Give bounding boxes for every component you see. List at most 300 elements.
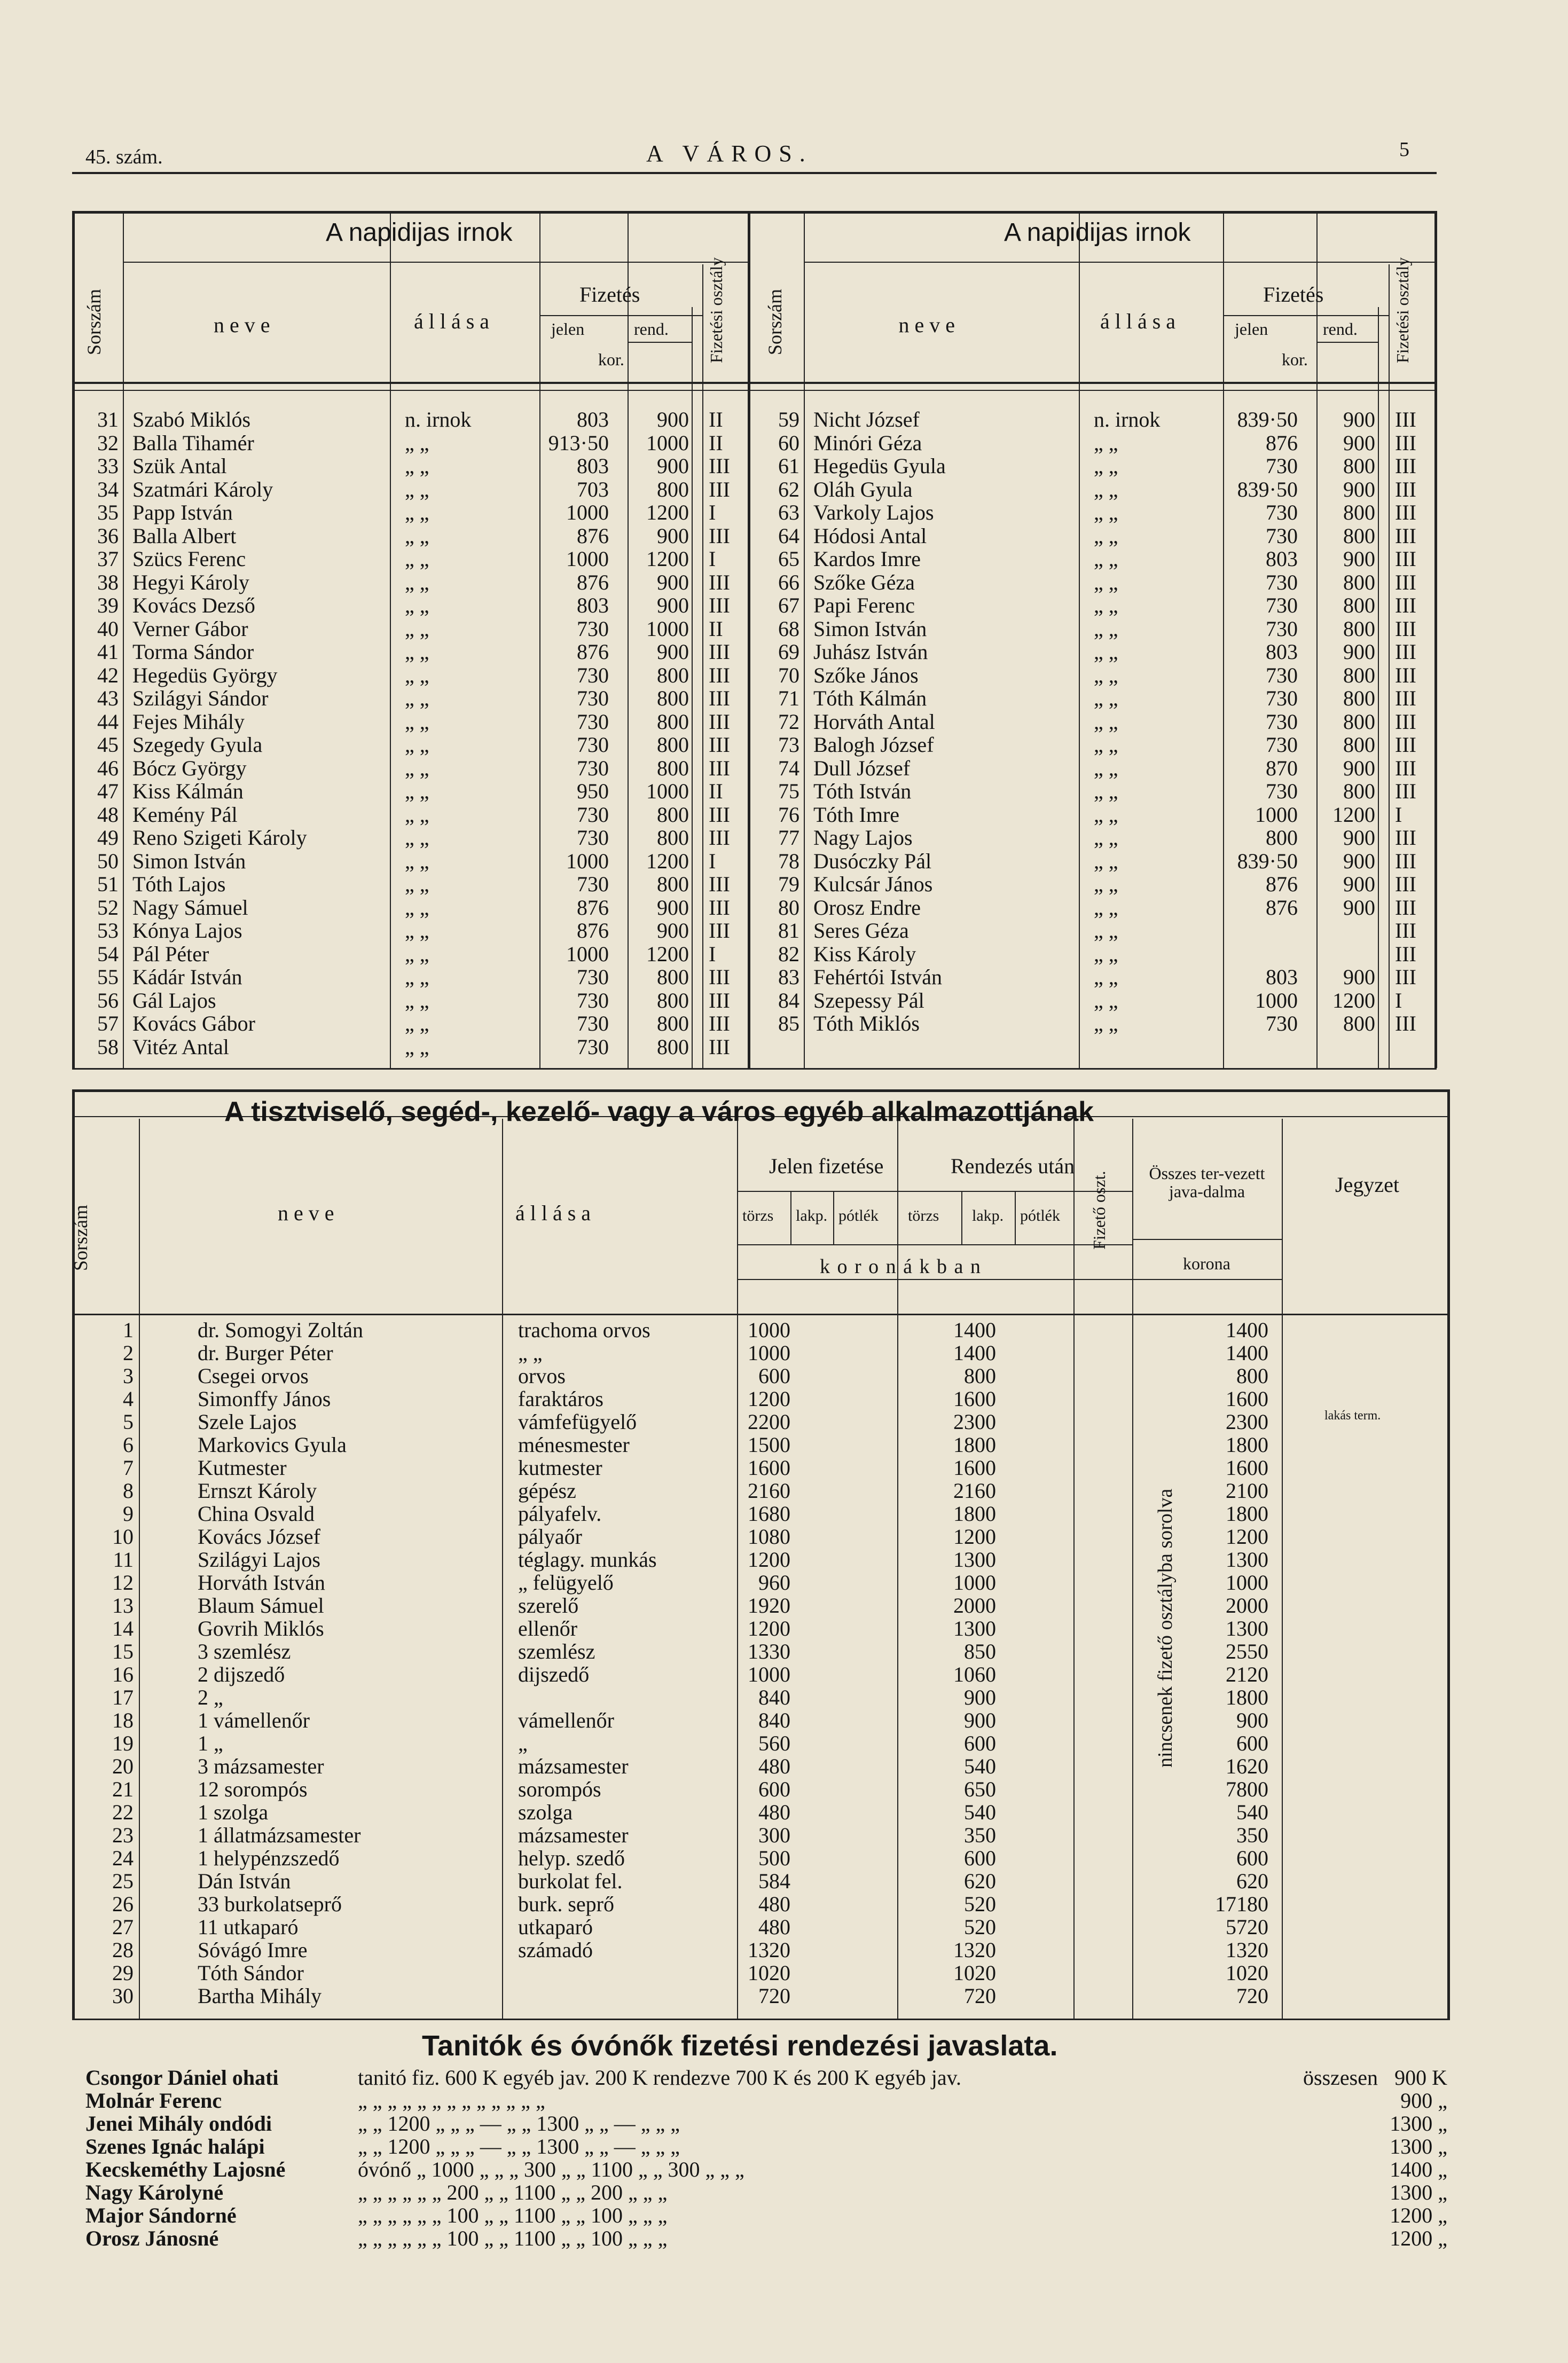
- row-torzs2: 1800: [953, 1502, 996, 1526]
- row-name: Balla Albert: [132, 523, 237, 548]
- row-allas: „ „: [1094, 477, 1118, 501]
- row-allas: szemlész: [518, 1639, 595, 1663]
- row-name: dr. Burger Péter: [198, 1341, 333, 1365]
- row-name: Vitéz Antal: [132, 1034, 229, 1059]
- row-osztaly: III: [1395, 547, 1416, 571]
- row-torzs: 1080: [748, 1525, 790, 1549]
- row-number: 84: [778, 988, 799, 1012]
- col-jelen: jelen: [551, 319, 585, 339]
- header-rule: [737, 1279, 1282, 1280]
- row-name: Kulcsár János: [813, 872, 933, 896]
- row-number: 43: [97, 686, 119, 710]
- col-fizetes: Fizetés: [1263, 282, 1324, 307]
- row-name: Tóth Miklós: [813, 1011, 920, 1035]
- row-jelen: 730: [577, 965, 609, 989]
- row-osztaly: III: [709, 1011, 730, 1035]
- row-torzs: 480: [758, 1754, 790, 1778]
- row-number: 82: [778, 941, 799, 966]
- row-torzs: 1500: [748, 1433, 790, 1457]
- row-jelen: 876: [577, 640, 609, 664]
- row-osszes: 1600: [1226, 1387, 1268, 1411]
- teacher-total: 1300 „: [1390, 2180, 1447, 2204]
- row-jelen: 730: [577, 802, 609, 827]
- row-osztaly: III: [1395, 477, 1416, 501]
- row-torzs: 600: [758, 1777, 790, 1801]
- row-jelen: 876: [577, 895, 609, 920]
- col-potlek: pótlék: [838, 1207, 879, 1224]
- row-number: 27: [112, 1915, 134, 1939]
- teacher-name: Nagy Károlyné: [85, 2180, 224, 2204]
- teacher-salary: „ „ „ „ „ „ 100 „ „ 1100 „ „ 100 „ „ „: [358, 2226, 668, 2250]
- row-jelen: 730: [1266, 663, 1298, 687]
- row-rend: 800: [657, 872, 689, 896]
- row-name: 1 szolga: [198, 1800, 269, 1824]
- column-rule: [1132, 1119, 1133, 2019]
- column-rule: [539, 214, 540, 1068]
- row-jelen: 730: [1266, 779, 1298, 803]
- row-osszes: 1020: [1226, 1961, 1268, 1985]
- row-name: Kádár István: [132, 965, 242, 989]
- row-name: Blaum Sámuel: [198, 1593, 324, 1618]
- row-allas: „ „: [1094, 430, 1118, 455]
- row-torzs: 560: [758, 1731, 790, 1755]
- row-name: Kiss Károly: [813, 941, 916, 966]
- row-number: 11: [113, 1548, 134, 1572]
- row-osztaly: III: [1395, 616, 1416, 641]
- row-name: Balogh József: [813, 733, 934, 757]
- row-torzs: 1200: [748, 1548, 790, 1572]
- row-torzs2: 600: [964, 1731, 996, 1755]
- row-allas: ellenőr: [518, 1616, 578, 1640]
- row-jelen: 876: [1266, 872, 1298, 896]
- row-number: 59: [778, 407, 799, 431]
- row-name: Pál Péter: [132, 941, 209, 966]
- row-torzs: 960: [758, 1571, 790, 1595]
- row-name: Kovács Gábor: [132, 1011, 255, 1035]
- row-name: Szük Antal: [132, 454, 227, 478]
- row-jelen: 730: [1266, 616, 1298, 641]
- row-rend: 900: [1343, 965, 1375, 989]
- teacher-salary: „ „ 1200 „ „ „ — „ „ 1300 „ „ — „ „ „: [358, 2134, 680, 2158]
- row-torzs2: 1020: [953, 1961, 996, 1985]
- row-name: Bartha Mihály: [198, 1984, 322, 2008]
- row-torzs2: 520: [964, 1915, 996, 1939]
- row-allas: „ „: [1094, 895, 1118, 920]
- row-name: 1 helypénzszedő: [198, 1846, 340, 1870]
- row-number: 52: [97, 895, 119, 920]
- row-osszes: 1000: [1226, 1571, 1268, 1595]
- row-name: Csegei orvos: [198, 1364, 309, 1388]
- row-torzs: 840: [758, 1708, 790, 1732]
- row-number: 33: [97, 454, 119, 478]
- row-number: 37: [97, 547, 119, 571]
- row-rend: 800: [1343, 570, 1375, 594]
- row-number: 24: [112, 1846, 134, 1870]
- header-rule: [737, 1191, 1132, 1192]
- row-jelen: 730: [1266, 523, 1298, 548]
- column-rule: [139, 1119, 140, 2019]
- row-osztaly: III: [1395, 918, 1416, 943]
- row-name: Torma Sándor: [132, 640, 254, 664]
- row-torzs: 584: [758, 1869, 790, 1893]
- row-torzs2: 1000: [953, 1571, 996, 1595]
- teacher-salary: „ „ „ „ „ „ 100 „ „ 1100 „ „ 100 „ „ „: [358, 2203, 668, 2227]
- row-name: Simon István: [813, 616, 927, 641]
- row-allas: n. irnok: [1094, 407, 1161, 431]
- row-osztaly: III: [1395, 523, 1416, 548]
- row-jelen: 730: [1266, 454, 1298, 478]
- page-number: 5: [1399, 138, 1409, 161]
- row-rend: 800: [1343, 686, 1375, 710]
- row-name: Tóth Imre: [813, 802, 900, 827]
- row-number: 10: [112, 1525, 134, 1549]
- row-name: Verner Gábor: [132, 616, 248, 641]
- row-rend: 800: [657, 988, 689, 1012]
- row-number: 32: [97, 430, 119, 455]
- row-allas: vámfefügyelő: [518, 1410, 637, 1434]
- teacher-total: 1200 „: [1390, 2226, 1447, 2250]
- row-torzs2: 600: [964, 1846, 996, 1870]
- row-jelen: 730: [577, 872, 609, 896]
- row-name: Tóth Lajos: [132, 872, 226, 896]
- row-jelen: 730: [577, 616, 609, 641]
- row-osztaly: III: [709, 826, 730, 850]
- col-rendezes: Rendezés után: [951, 1154, 1075, 1178]
- row-allas: burkolat fel.: [518, 1869, 623, 1893]
- row-osszes: 720: [1236, 1984, 1268, 2008]
- row-number: 40: [97, 616, 119, 641]
- row-number: 55: [97, 965, 119, 989]
- row-torzs2: 800: [964, 1364, 996, 1388]
- row-number: 61: [778, 454, 799, 478]
- row-osztaly: III: [1395, 779, 1416, 803]
- header-rule: [539, 315, 702, 316]
- row-osztaly: III: [1395, 500, 1416, 524]
- row-number: 67: [778, 593, 799, 617]
- row-name: Dán István: [198, 1869, 291, 1893]
- teacher-total: 1300 „: [1390, 2111, 1447, 2136]
- row-jelen: 876: [1266, 895, 1298, 920]
- row-allas: „ „: [1094, 547, 1118, 571]
- row-allas: „ „: [405, 477, 429, 501]
- row-torzs2: 1600: [953, 1387, 996, 1411]
- row-osztaly: III: [1395, 1011, 1416, 1035]
- row-number: 39: [97, 593, 119, 617]
- col-allasa: á l l á s a: [414, 309, 490, 333]
- row-number: 29: [112, 1961, 134, 1985]
- row-osszes: 1400: [1226, 1341, 1268, 1365]
- row-number: 7: [123, 1456, 134, 1480]
- row-allas: „ „: [1094, 872, 1118, 896]
- row-osztaly: III: [1395, 430, 1416, 455]
- row-number: 36: [97, 523, 119, 548]
- col-torzs: törzs: [742, 1207, 774, 1224]
- row-rend: 800: [657, 802, 689, 827]
- row-allas: számadó: [518, 1938, 593, 1962]
- col-osztaly: Fizetési osztály: [707, 257, 726, 363]
- column-rule: [961, 1192, 962, 1244]
- row-name: Kutmester: [198, 1456, 287, 1480]
- row-name: Dusóczky Pál: [813, 849, 932, 873]
- col-jelen: Jelen fizetése: [769, 1154, 884, 1178]
- row-allas: „ „: [405, 733, 429, 757]
- row-allas: „ „: [1094, 826, 1118, 850]
- row-name: Balla Tihamér: [132, 430, 254, 455]
- col-allasa: á l l á s a: [515, 1201, 591, 1225]
- teacher-total: 900 „: [1400, 2089, 1447, 2113]
- row-name: Szele Lajos: [198, 1410, 297, 1434]
- row-torzs: 300: [758, 1823, 790, 1847]
- row-rend: 800: [657, 663, 689, 687]
- row-allas: ménesmester: [518, 1433, 630, 1457]
- row-osztaly: III: [1395, 709, 1416, 734]
- row-osztaly: III: [1395, 872, 1416, 896]
- teacher-name: Kecskeméthy Lajosné: [85, 2157, 286, 2181]
- row-rend: 800: [657, 1034, 689, 1059]
- row-osszes: 17180: [1215, 1892, 1268, 1916]
- row-osztaly: III: [709, 872, 730, 896]
- row-torzs: 500: [758, 1846, 790, 1870]
- row-number: 6: [123, 1433, 134, 1457]
- row-allas: „ „: [405, 500, 429, 524]
- row-allas: orvos: [518, 1364, 566, 1388]
- row-torzs2: 850: [964, 1639, 996, 1663]
- col-allasa: á l l á s a: [1100, 309, 1176, 333]
- row-name: Szabó Miklós: [132, 407, 251, 431]
- row-osztaly: III: [1395, 640, 1416, 664]
- row-name: Tóth Sándor: [198, 1961, 304, 1985]
- teacher-salary: óvónő „ 1000 „ „ „ 300 „ „ 1100 „ „ 300 „ „ „: [358, 2157, 744, 2181]
- row-rend: 900: [657, 593, 689, 617]
- row-osztaly: III: [709, 570, 730, 594]
- row-name: Bócz György: [132, 756, 247, 780]
- col-rend: rend.: [634, 319, 669, 339]
- row-rend: 900: [1343, 826, 1375, 850]
- row-number: 56: [97, 988, 119, 1012]
- row-number: 17: [112, 1685, 134, 1709]
- row-osszes: 350: [1236, 1823, 1268, 1847]
- row-torzs: 480: [758, 1915, 790, 1939]
- row-number: 72: [778, 709, 799, 734]
- teacher-name: Orosz Jánosné: [85, 2226, 219, 2250]
- row-number: 68: [778, 616, 799, 641]
- row-name: Gál Lajos: [132, 988, 216, 1012]
- row-jelen: 730: [1266, 570, 1298, 594]
- row-number: 28: [112, 1938, 134, 1962]
- row-number: 77: [778, 826, 799, 850]
- row-number: 31: [97, 407, 119, 431]
- row-number: 15: [112, 1639, 134, 1663]
- row-allas: trachoma orvos: [518, 1318, 650, 1342]
- column-rule: [833, 1192, 834, 1244]
- row-number: 23: [112, 1823, 134, 1847]
- row-allas: mázsamester: [518, 1823, 629, 1847]
- row-allas: téglagy. munkás: [518, 1548, 657, 1572]
- row-torzs2: 1200: [953, 1525, 996, 1549]
- row-osztaly: II: [709, 430, 723, 455]
- row-torzs: 1200: [748, 1616, 790, 1640]
- row-number: 19: [112, 1731, 134, 1755]
- row-allas: „ „: [1094, 570, 1118, 594]
- row-osztaly: III: [1395, 941, 1416, 966]
- row-name: Hegyi Károly: [132, 570, 249, 594]
- row-number: 73: [778, 733, 799, 757]
- col-rend: rend.: [1323, 319, 1358, 339]
- column-rule: [1223, 214, 1224, 1068]
- row-osszes: 620: [1236, 1869, 1268, 1893]
- row-jelen: 803: [577, 407, 609, 431]
- row-jelen: 800: [1266, 826, 1298, 850]
- row-osszes: 1200: [1226, 1525, 1268, 1549]
- row-allas: szerelő: [518, 1593, 579, 1618]
- row-allas: „ „: [405, 547, 429, 571]
- row-number: 62: [778, 477, 799, 501]
- row-number: 2: [123, 1341, 134, 1365]
- row-rend: 900: [657, 407, 689, 431]
- teacher-salary: tanitó fiz. 600 K egyéb jav. 200 K rendezve 700 K és 200 K egyéb jav.: [358, 2066, 962, 2090]
- row-name: Simonffy János: [198, 1387, 331, 1411]
- row-number: 57: [97, 1011, 119, 1035]
- row-torzs2: 620: [964, 1869, 996, 1893]
- row-jelen: 950: [577, 779, 609, 803]
- row-jelen: 1000: [566, 547, 609, 571]
- row-number: 80: [778, 895, 799, 920]
- teacher-total: 1300 „: [1390, 2134, 1447, 2158]
- row-allas: „ „: [1094, 779, 1118, 803]
- row-name: Szegedy Gyula: [132, 733, 263, 757]
- column-rule: [1015, 1192, 1016, 1244]
- row-name: 3 szemlész: [198, 1639, 291, 1663]
- teacher-name: Molnár Ferenc: [85, 2089, 222, 2113]
- row-number: 75: [778, 779, 799, 803]
- row-jelen: 730: [577, 756, 609, 780]
- row-jelen: 730: [1266, 686, 1298, 710]
- row-osztaly: III: [709, 756, 730, 780]
- table-title: A napidijas irnok: [326, 218, 513, 247]
- row-number: 12: [112, 1571, 134, 1595]
- row-allas: „ „: [1094, 941, 1118, 966]
- row-rend: 900: [1343, 547, 1375, 571]
- row-jelen: 913·50: [548, 430, 609, 455]
- row-osztaly: III: [709, 663, 730, 687]
- col-neve: n e v e: [278, 1201, 334, 1225]
- row-osztaly: III: [709, 640, 730, 664]
- row-allas: „ „: [1094, 733, 1118, 757]
- row-allas: „ „: [1094, 500, 1118, 524]
- teacher-salary: „ „ „ „ „ „ „ „ „ „ „ „ „: [358, 2089, 545, 2113]
- row-jelen: 730: [577, 663, 609, 687]
- col-neve: n e v e: [214, 313, 270, 337]
- row-torzs: 2200: [748, 1410, 790, 1434]
- row-rend: 900: [657, 895, 689, 920]
- row-name: Hódosi Antal: [813, 523, 927, 548]
- row-number: 49: [97, 826, 119, 850]
- row-osztaly: III: [1395, 407, 1416, 431]
- table-title: A napidijas irnok: [1004, 218, 1191, 247]
- row-osztaly: III: [1395, 733, 1416, 757]
- row-torzs2: 1060: [953, 1662, 996, 1686]
- row-rend: 800: [657, 686, 689, 710]
- row-jelen: 803: [577, 593, 609, 617]
- row-allas: „ „: [405, 663, 429, 687]
- row-jelen: 730: [1266, 500, 1298, 524]
- koronakban: k o r o n á k b a n: [820, 1255, 982, 1278]
- row-number: 3: [123, 1364, 134, 1388]
- row-number: 25: [112, 1869, 134, 1893]
- row-number: 41: [97, 640, 119, 664]
- row-allas: „ „: [1094, 756, 1118, 780]
- row-torzs2: 1300: [953, 1548, 996, 1572]
- row-name: Simon István: [132, 849, 246, 873]
- column-rule: [1073, 1119, 1075, 2019]
- teacher-name: Major Sándorné: [85, 2203, 237, 2227]
- row-allas: „ „: [1094, 523, 1118, 548]
- row-number: 53: [97, 918, 119, 943]
- row-rend: 800: [657, 756, 689, 780]
- row-allas: „ „: [405, 802, 429, 827]
- row-name: Kardos Imre: [813, 547, 921, 571]
- row-number: 83: [778, 965, 799, 989]
- teacher-name: Szenes Ignác halápi: [85, 2134, 265, 2158]
- row-number: 30: [112, 1984, 134, 2008]
- column-rule: [1389, 264, 1390, 1068]
- row-jelen: 1000: [1255, 988, 1298, 1012]
- row-number: 66: [778, 570, 799, 594]
- issue-number: 45. szám.: [85, 146, 163, 168]
- row-allas: dijszedő: [518, 1662, 590, 1686]
- column-rule: [790, 1192, 791, 1244]
- row-torzs: 1680: [748, 1502, 790, 1526]
- row-allas: „ „: [1094, 686, 1118, 710]
- row-name: Orosz Endre: [813, 895, 921, 920]
- row-name: Juhász István: [813, 640, 928, 664]
- row-jelen: 730: [1266, 709, 1298, 734]
- row-osszes: 1800: [1226, 1502, 1268, 1526]
- row-name: Ernszt Károly: [198, 1479, 317, 1503]
- row-osszes: 1620: [1226, 1754, 1268, 1778]
- row-rend: 800: [657, 709, 689, 734]
- teacher-total: 1200 „: [1390, 2203, 1447, 2227]
- row-jelen: 876: [577, 570, 609, 594]
- row-osztaly: III: [709, 454, 730, 478]
- col-sorszam: Sorszám: [764, 289, 786, 355]
- row-number: 4: [123, 1387, 134, 1411]
- row-number: 20: [112, 1754, 134, 1778]
- row-jelen: 876: [577, 523, 609, 548]
- row-number: 42: [97, 663, 119, 687]
- row-jelen: 730: [577, 1034, 609, 1059]
- row-osztaly: III: [709, 733, 730, 757]
- row-allas: „ „: [405, 779, 429, 803]
- row-allas: „ „: [1094, 1011, 1118, 1035]
- row-osszes: 1320: [1226, 1938, 1268, 1962]
- row-osszes: 540: [1236, 1800, 1268, 1824]
- row-jelen: 703: [577, 477, 609, 501]
- row-number: 22: [112, 1800, 134, 1824]
- row-osszes: 2550: [1226, 1639, 1268, 1663]
- row-name: Dull József: [813, 756, 911, 780]
- row-osszes: 1400: [1226, 1318, 1268, 1342]
- row-osszes: 1300: [1226, 1616, 1268, 1640]
- row-torzs: 1920: [748, 1593, 790, 1618]
- row-number: 21: [112, 1777, 134, 1801]
- row-name: Szücs Ferenc: [132, 547, 246, 571]
- row-rend: 900: [1343, 756, 1375, 780]
- row-allas: „ „: [518, 1341, 543, 1365]
- row-number: 48: [97, 802, 119, 827]
- row-allas: „ felügyelő: [518, 1571, 614, 1595]
- row-name: Kovács József: [198, 1525, 320, 1549]
